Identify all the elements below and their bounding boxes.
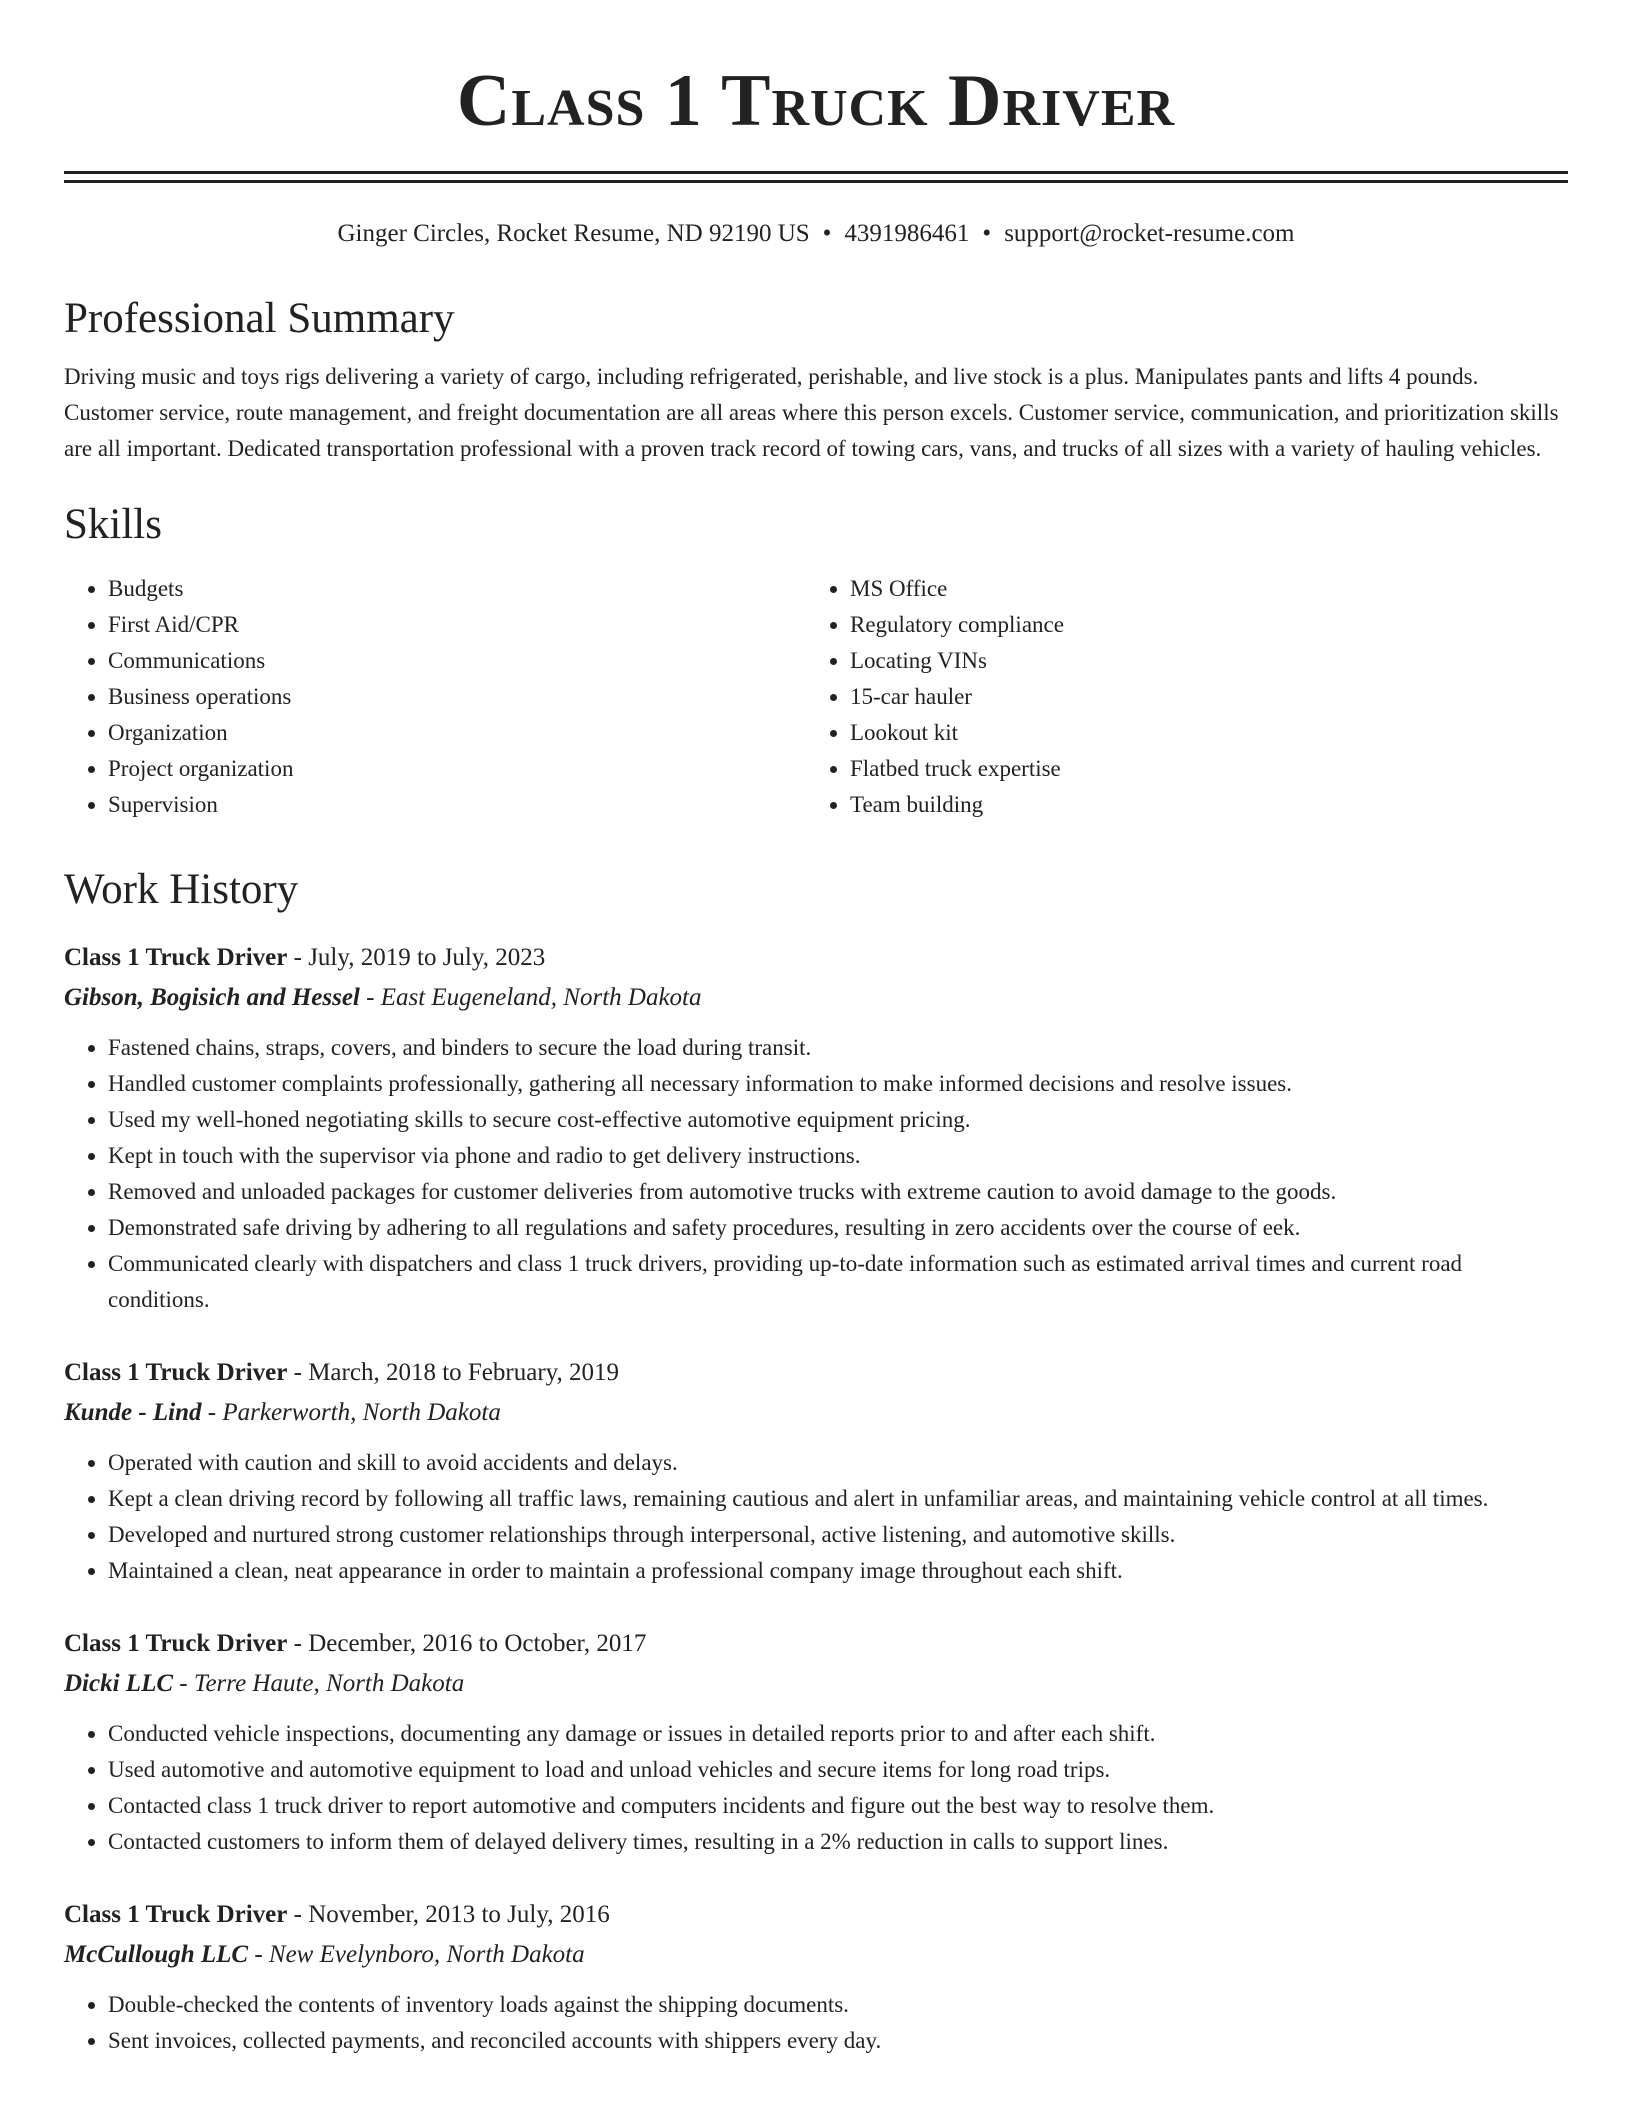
job-bullets	[64, 1030, 1568, 1318]
job-location: Parkerworth, North Dakota	[222, 1398, 501, 1426]
job-entry	[64, 1353, 1568, 1589]
skills-column-left	[64, 571, 806, 823]
contact-separator: •	[982, 220, 992, 247]
skill-item: • Lookout kit	[850, 715, 1548, 751]
job-bullet: • Handled customer complaints professionally, gathering all necessary information to make informed decisions and resolve issues.	[108, 1066, 1568, 1102]
job-location: New Evelynboro, North Dakota	[268, 1940, 585, 1968]
job-bullet: • Fastened chains, straps, covers, and binders to secure the load during transit.	[108, 1030, 1568, 1066]
job-dates: July, 2019 to July, 2023	[308, 943, 546, 971]
job-company: McCullough LLC	[64, 1940, 249, 1968]
skill-item: • Project organization	[108, 751, 806, 787]
job-company: Kunde - Lind	[64, 1398, 202, 1426]
skill-item: • Organization	[108, 715, 806, 751]
job-entry	[64, 938, 1568, 1318]
job-title: Class 1 Truck Driver	[64, 943, 288, 971]
job-company: Gibson, Bogisich and Hessel	[64, 983, 360, 1011]
contact-separator: •	[822, 220, 832, 247]
contact-address: Ginger Circles, Rocket Resume, ND 92190 US	[337, 220, 810, 247]
job-title-line: Class 1 Truck Driver - July, 2019 to July, 2023	[64, 943, 546, 971]
job-bullet: • Communicated clearly with dispatchers and class 1 truck drivers, providing up-to-date information such as estimated arrival times and current road conditions.	[108, 1246, 1568, 1318]
job-title-line: Class 1 Truck Driver - November, 2013 to July, 2016	[64, 1900, 610, 1928]
contact-email: support@rocket-resume.com	[1004, 220, 1295, 247]
job-bullets	[64, 1987, 1568, 2059]
job-bullet: • Developed and nurtured strong customer relationships through interpersonal, active listening, and automotive skills.	[108, 1517, 1568, 1553]
skills-heading: Skills	[64, 500, 162, 548]
work-history-heading: Work History	[64, 866, 299, 914]
job-bullet: • Used my well-honed negotiating skills to secure cost-effective automotive equipment pricing.	[108, 1102, 1568, 1138]
job-title: Class 1 Truck Driver	[64, 1629, 288, 1657]
job-bullet: • Maintained a clean, neat appearance in order to maintain a professional company image throughout each shift.	[108, 1553, 1568, 1589]
title-rule-bottom	[64, 180, 1568, 183]
job-title: Class 1 Truck Driver	[64, 1900, 288, 1928]
job-bullet: • Demonstrated safe driving by adhering to all regulations and safety procedures, resulting in zero accidents over the course of eek.	[108, 1210, 1568, 1246]
job-title: Class 1 Truck Driver	[64, 1358, 288, 1386]
job-bullet: • Contacted class 1 truck driver to report automotive and computers incidents and figure out the best way to resolve them.	[108, 1788, 1568, 1824]
job-bullet: • Kept a clean driving record by following all traffic laws, remaining cautious and alert in unfamiliar areas, and maintaining vehicle control at all times.	[108, 1481, 1568, 1517]
job-location: Terre Haute, North Dakota	[193, 1669, 465, 1697]
skill-item: • First Aid/CPR	[108, 607, 806, 643]
job-title-line: Class 1 Truck Driver - December, 2016 to October, 2017	[64, 1629, 647, 1657]
skill-item: • Flatbed truck expertise	[850, 751, 1548, 787]
summary-text: Driving music and toys rigs delivering a variety of cargo, including refrigerated, perishable, and live stock is a plus. Manipulates pants and lifts 4 pounds. Customer service, route management, and freight documentation are all areas where this person excels. Customer service, communication, and prioritization skills are all important. Dedicated transportation professional with a proven track record of towing cars, vans, and trucks of all sizes with a variety of hauling vehicles.	[64, 363, 1559, 461]
job-company-line: McCullough LLC - New Evelynboro, North Dakota	[64, 1940, 585, 1968]
summary-heading: Professional Summary	[64, 295, 455, 342]
job-bullet: • Used automotive and automotive equipment to load and unload vehicles and secure items for long road trips.	[108, 1752, 1568, 1788]
skill-item: • Regulatory compliance	[850, 607, 1548, 643]
job-bullet: • Removed and unloaded packages for customer deliveries from automotive trucks with extreme caution to avoid damage to the goods.	[108, 1174, 1568, 1210]
job-company-line: Dicki LLC - Terre Haute, North Dakota	[64, 1669, 465, 1697]
skill-item: • Locating VINs	[850, 643, 1548, 679]
job-bullet: • Sent invoices, collected payments, and reconciled accounts with shippers every day.	[108, 2023, 1568, 2059]
job-bullets	[64, 1445, 1568, 1589]
contact-line	[64, 219, 1568, 249]
job-location: East Eugeneland, North Dakota	[380, 983, 702, 1011]
job-bullet: • Kept in touch with the supervisor via phone and radio to get delivery instructions.	[108, 1138, 1568, 1174]
job-bullets	[64, 1716, 1568, 1860]
job-entry	[64, 1624, 1568, 1860]
job-entry	[64, 1895, 1568, 2059]
skill-item: • MS Office	[850, 571, 1548, 607]
skill-item: • Business operations	[108, 679, 806, 715]
skill-item: • Budgets	[108, 571, 806, 607]
job-bullet: • Conducted vehicle inspections, documenting any damage or issues in detailed reports prior to and after each shift.	[108, 1716, 1568, 1752]
job-bullet: • Contacted customers to inform them of delayed delivery times, resulting in a 2% reduction in calls to support lines.	[108, 1824, 1568, 1860]
skills-list	[64, 571, 1568, 823]
job-company-line: Gibson, Bogisich and Hessel - East Eugeneland, North Dakota	[64, 983, 702, 1011]
title-rule-top	[64, 171, 1568, 174]
job-company-line: Kunde - Lind - Parkerworth, North Dakota	[64, 1398, 501, 1426]
job-bullet: • Double-checked the contents of inventory loads against the shipping documents.	[108, 1987, 1568, 2023]
resume-title: Class 1 Truck Driver	[456, 60, 1176, 142]
job-title-line: Class 1 Truck Driver - March, 2018 to February, 2019	[64, 1358, 620, 1386]
skill-item: • 15-car hauler	[850, 679, 1548, 715]
job-dates: November, 2013 to July, 2016	[308, 1900, 610, 1928]
skill-item: • Team building	[850, 787, 1548, 823]
contact-phone: 4391986461	[844, 220, 970, 247]
job-bullet: • Operated with caution and skill to avoid accidents and delays.	[108, 1445, 1568, 1481]
job-dates: March, 2018 to February, 2019	[308, 1358, 620, 1386]
skill-item: • Communications	[108, 643, 806, 679]
skill-item: • Supervision	[108, 787, 806, 823]
job-company: Dicki LLC	[64, 1669, 174, 1697]
skills-column-right	[806, 571, 1548, 823]
job-dates: December, 2016 to October, 2017	[308, 1629, 647, 1657]
